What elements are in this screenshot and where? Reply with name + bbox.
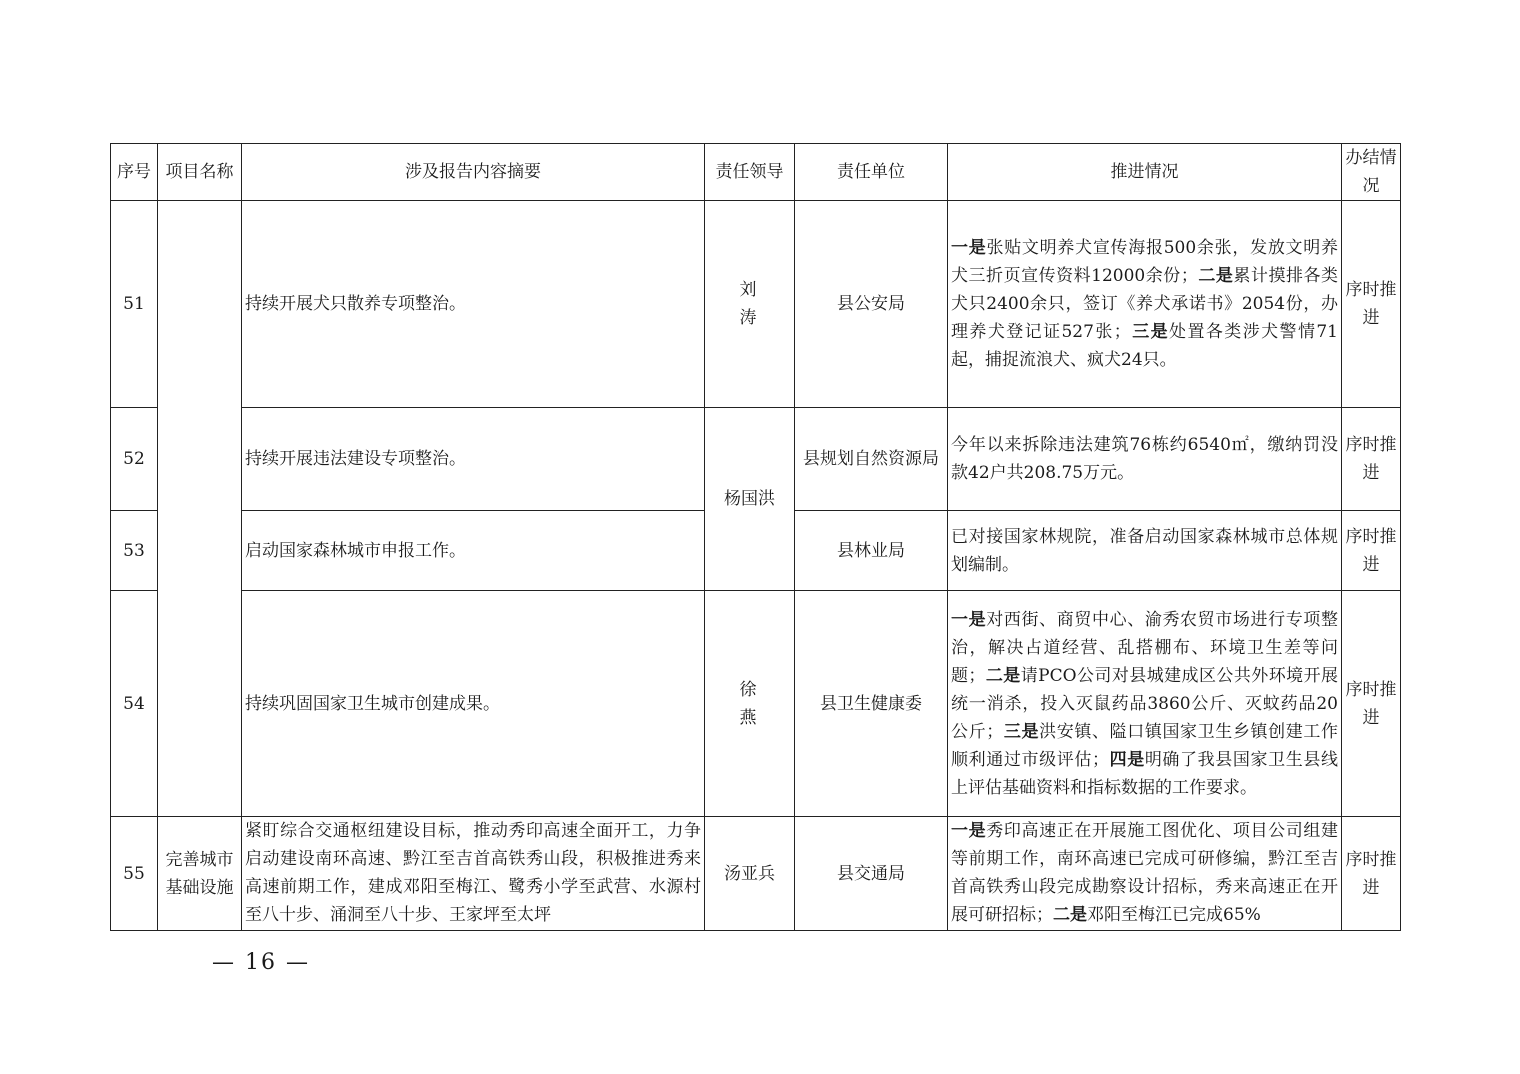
header-no: 序号	[111, 144, 158, 201]
progress-lead: 一是	[951, 609, 987, 630]
project-name-cell	[158, 201, 242, 817]
row-project: 完善城市基础设施	[158, 817, 242, 931]
table-row	[111, 591, 1401, 817]
progress-lead: 二是	[1053, 905, 1087, 925]
row-no: 51	[111, 201, 158, 408]
row-status: 序时推进	[1342, 408, 1401, 511]
row-no: 55	[111, 817, 158, 931]
progress-text: 秀印高速正在开展施工图优化、项目公司组建等前期工作，南环高速已完成可研修编，黔江至吉首高铁秀山段完成勘察设计招标，秀来高速正在开展可研招标；	[951, 821, 1339, 925]
row-summary: 持续开展违法建设专项整治。	[242, 408, 705, 511]
progress-text: 明确了我县国家卫生县线上评估基础资料和指标数据的工作要求。	[951, 749, 1339, 798]
table-row	[111, 408, 1401, 511]
row-leader: 刘 涛	[705, 201, 795, 408]
row-progress	[948, 817, 1342, 931]
header-status: 办结情况	[1342, 144, 1401, 201]
table-header-row	[111, 144, 1401, 201]
progress-lead: 二是	[985, 665, 1021, 686]
row-leader: 徐 燕	[705, 591, 795, 817]
row-status: 序时推进	[1342, 511, 1401, 591]
header-project: 项目名称	[158, 144, 242, 201]
row-unit: 县林业局	[795, 511, 948, 591]
progress-text: 已对接国家林规院，准备启动国家森林城市总体规划编制。	[951, 526, 1338, 575]
row-status: 序时推进	[1342, 591, 1401, 817]
row-unit: 县交通局	[795, 817, 948, 931]
row-no: 54	[111, 591, 158, 817]
row-status: 序时推进	[1342, 201, 1401, 408]
row-status: 序时推进	[1342, 817, 1401, 931]
row-summary: 紧盯综合交通枢纽建设目标，推动秀印高速全面开工，力争启动建设南环高速、黔江至吉首高铁秀山段，积极推进秀来高速前期工作，建成邓阳至梅江、鹭秀小学至武营、水源村至八十步、涌洞至八十步、王家坪至太坪	[242, 817, 705, 931]
header-unit: 责任单位	[795, 144, 948, 201]
progress-table	[110, 143, 1401, 931]
progress-lead: 一是	[951, 821, 987, 841]
row-summary: 持续开展犬只散养专项整治。	[242, 201, 705, 408]
row-progress	[948, 201, 1342, 408]
row-unit: 县规划自然资源局	[795, 408, 948, 511]
row-no: 52	[111, 408, 158, 511]
header-progress: 推进情况	[948, 144, 1342, 201]
progress-text: 累计摸排各类犬只2400余只，签订《养犬承诺书》2054份，办理养犬登记证527张；	[951, 266, 1339, 342]
progress-lead: 三是	[1003, 721, 1040, 742]
progress-lead: 一是	[951, 238, 987, 258]
progress-text: 洪安镇、隘口镇国家卫生乡镇创建工作顺利通过市级评估；	[951, 721, 1339, 770]
row-progress	[948, 591, 1342, 817]
progress-lead: 四是	[1108, 749, 1145, 770]
progress-lead: 三是	[1130, 322, 1170, 342]
row-summary: 持续巩固国家卫生城市创建成果。	[242, 591, 705, 817]
progress-text: 张贴文明养犬宣传海报500余张，发放文明养犬三折页宣传资料12000余份；	[951, 238, 1339, 286]
row-leader: 汤亚兵	[705, 817, 795, 931]
progress-text: 对西街、商贸中心、渝秀农贸市场进行专项整治，解决占道经营、乱搭棚布、环境卫生差等问题；	[951, 609, 1339, 686]
table-row	[111, 817, 1401, 931]
page-number: — 16 —	[212, 950, 310, 975]
row-progress	[948, 511, 1342, 591]
row-progress	[948, 408, 1342, 511]
row-leader: 杨国洪	[705, 408, 795, 591]
progress-lead: 二是	[1197, 266, 1234, 286]
row-unit: 县卫生健康委	[795, 591, 948, 817]
row-summary: 启动国家森林城市申报工作。	[242, 511, 705, 591]
progress-text: 请PCO公司对县城建成区公共外环境开展统一消杀，投入灭鼠药品3860公斤、灭蚊药品20公斤；	[951, 665, 1339, 742]
header-leader: 责任领导	[705, 144, 795, 201]
row-no: 53	[111, 511, 158, 591]
table-row	[111, 201, 1401, 408]
header-summary: 涉及报告内容摘要	[242, 144, 705, 201]
progress-text: 处置各类涉犬警情71起，捕捉流浪犬、疯犬24只。	[951, 322, 1338, 370]
row-unit: 县公安局	[795, 201, 948, 408]
progress-text: 邓阳至梅江已完成65%	[1087, 905, 1261, 925]
progress-text: 今年以来拆除违法建筑76栋约6540㎡，缴纳罚没款42户共208.75万元。	[951, 435, 1338, 483]
